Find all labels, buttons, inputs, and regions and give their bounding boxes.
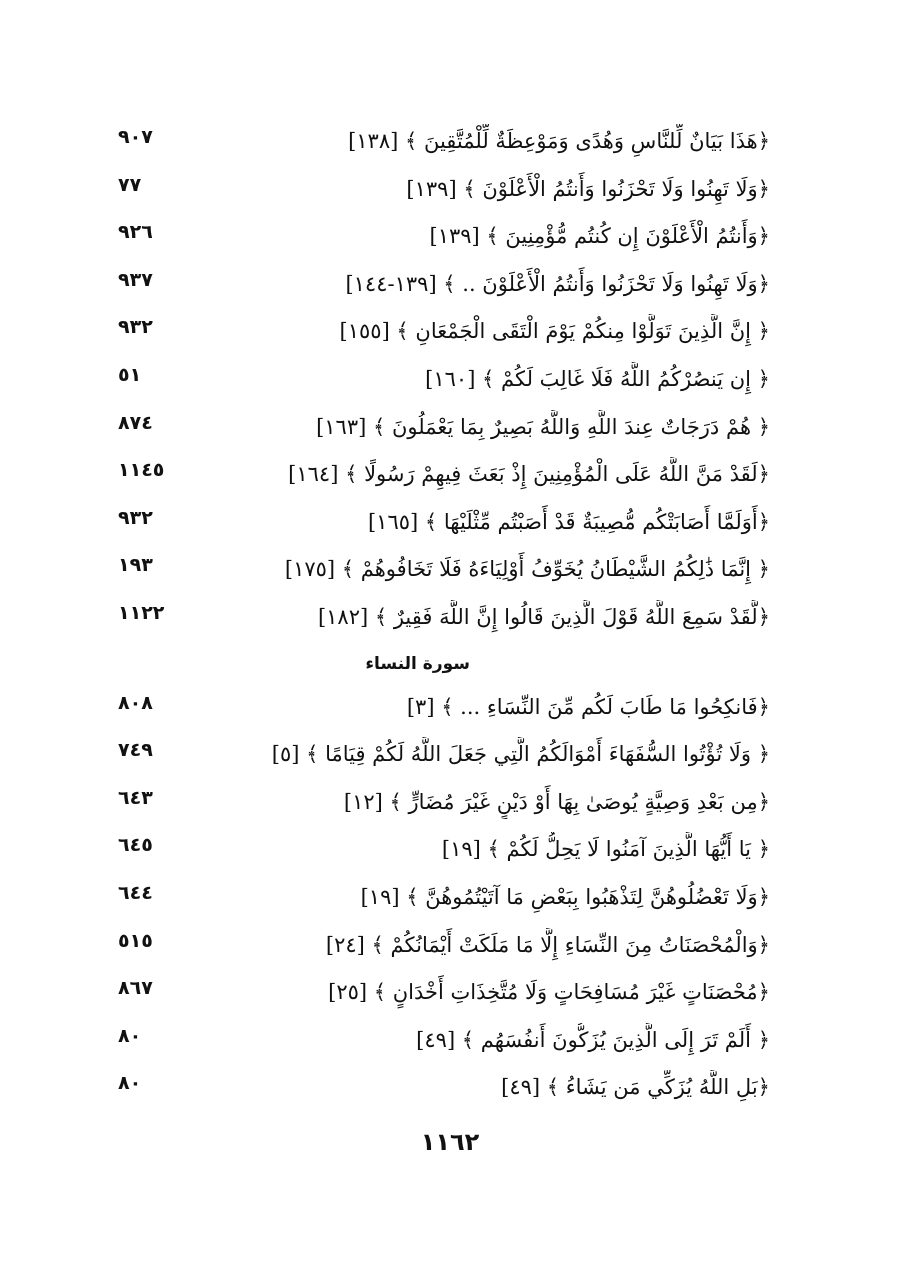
page-reference: ٨٠٨ [118,691,153,714]
page-reference: ٨٠ [118,1024,142,1047]
verse-text: ﴿لَقَدْ مَنَّ اللَّهُ عَلَى الْمُؤْمِنِينَ إِذْ بَعَثَ فِيهِمْ رَسُولًا ﴾ [١٦٤] [288,462,770,487]
surah-heading-row [0,644,900,686]
index-entry [0,120,900,168]
page-reference: ٩٣٢ [118,506,153,529]
verse-text: ﴿أَوَلَمَّا أَصَابَتْكُم مُّصِيبَةٌ قَدْ أَصَبْتُم مِّثْلَيْهَا ﴾ [١٦٥] [367,509,770,534]
verse-index [0,120,900,1114]
verse-text: ﴿وَأَنتُمُ الْأَعْلَوْنَ إِن كُنتُم مُّؤْمِنِينَ ﴾ [١٣٩] [429,224,770,249]
index-entry [0,406,900,454]
page-reference: ٨٧٤ [118,411,153,434]
page-reference: ٨٠ [118,1072,142,1095]
index-entry [0,501,900,549]
verse-text: ﴿ يَا أَيُّهَا الَّذِينَ آمَنُوا لَا يَحِلُّ لَكُمْ ﴾ [١٩] [441,837,770,862]
page-reference: ٨٦٧ [118,977,153,1000]
index-entry [0,781,900,829]
verse-text: ﴿مِن بَعْدِ وَصِيَّةٍ يُوصَىٰ بِهَا أَوْ دَيْنٍ غَيْرَ مُضَارٍّ ﴾ [١٢] [343,789,770,814]
index-entry [0,453,900,501]
page-reference: ٩٠٧ [118,126,153,148]
surah-title: سورة النساء [365,653,470,674]
page-reference: ١١٢٢ [118,601,165,624]
page-reference: ٧٧ [118,173,142,196]
verse-text: ﴿وَلَا تَعْضُلُوهُنَّ لِتَذْهَبُوا بِبَعْضِ مَا آتَيْتُمُوهُنَّ ﴾ [١٩] [360,884,770,909]
index-entry [0,733,900,781]
verse-text: ﴿ وَلَا تُؤْتُوا السُّفَهَاءَ أَمْوَالَكُمُ الَّتِي جَعَلَ اللَّهُ لَكُمْ قِيَامًا ﴾ [٥] [271,742,770,767]
verse-text: ﴿وَالْمُحْصَنَاتُ مِنَ النِّسَاءِ إِلَّا مَا مَلَكَتْ أَيْمَانُكُمْ ﴾ [٢٤] [325,932,770,957]
index-entry [0,876,900,924]
verse-text: ﴿ إِنَّ الَّذِينَ تَوَلَّوْا مِنكُمْ يَوْمَ الْتَقَى الْجَمْعَانِ ﴾ [١٥٥] [339,319,770,344]
index-entry [0,1019,900,1067]
verse-text: ﴿ إِنَّمَا ذَٰلِكُمُ الشَّيْطَانُ يُخَوِّفُ أَوْلِيَاءَهُ فَلَا تَخَافُوهُمْ ﴾ [١٧٥] [284,557,770,582]
page-reference: ٥١ [118,363,142,386]
index-entry [0,828,900,876]
index-entry [0,310,900,358]
index-entry [0,924,900,972]
index-entry [0,263,900,311]
page-reference: ٩٢٦ [118,221,153,244]
page-reference: ٥١٥ [118,929,153,952]
page-reference: ٩٣٢ [118,316,153,339]
index-entry [0,168,900,216]
verse-text: ﴿وَلَا تَهِنُوا وَلَا تَحْزَنُوا وَأَنتُمُ الْأَعْلَوْنَ ﴾ [١٣٩] [406,176,770,201]
index-entry [0,358,900,406]
page-reference: ١٩٣ [118,554,153,577]
page-number: ١١٦٢ [420,1128,480,1156]
verse-text: ﴿ إِن يَنصُرْكُمُ اللَّهُ فَلَا غَالِبَ لَكُمْ ﴾ [١٦٠] [425,366,770,391]
index-entry [0,596,900,644]
index-entry [0,971,900,1019]
index-entry [0,215,900,263]
page-reference: ١١٤٥ [118,459,165,482]
verse-text: ﴿فَانكِحُوا مَا طَابَ لَكُم مِّنَ النِّسَاءِ ... ﴾ [٣] [406,694,770,719]
verse-text: ﴿ أَلَمْ تَرَ إِلَى الَّذِينَ يُزَكُّونَ أَنفُسَهُم ﴾ [٤٩] [416,1027,770,1052]
index-entry [0,1066,900,1114]
page-reference: ٧٤٩ [118,739,153,762]
index-entry [0,686,900,734]
verse-text: ﴿هَذَا بَيَانٌ لِّلنَّاسِ وَهُدًى وَمَوْعِظَةٌ لِّلْمُتَّقِينَ ﴾ [١٣٨] [348,129,770,153]
page-reference: ٦٤٣ [118,786,153,809]
verse-text: ﴿مُحْصَنَاتٍ غَيْرَ مُسَافِحَاتٍ وَلَا مُتَّخِذَاتِ أَخْدَانٍ ﴾ [٢٥] [328,980,770,1005]
verse-text: ﴿ هُمْ دَرَجَاتٌ عِندَ اللَّهِ وَاللَّهُ بَصِيرٌ بِمَا يَعْمَلُونَ ﴾ [١٦٣] [316,414,770,439]
page-reference: ٦٤٤ [118,881,153,904]
verse-text: ﴿وَلَا تَهِنُوا وَلَا تَحْزَنُوا وَأَنتُمُ الْأَعْلَوْنَ .. ﴾ [١٣٩-١٤٤] [345,271,770,296]
page-reference: ٩٣٧ [118,268,153,291]
verse-text: ﴿لَّقَدْ سَمِعَ اللَّهُ قَوْلَ الَّذِينَ قَالُوا إِنَّ اللَّهَ فَقِيرٌ ﴾ [١٨٢] [317,604,770,629]
verse-text: ﴿بَلِ اللَّهُ يُزَكِّي مَن يَشَاءُ ﴾ [٤٩] [501,1075,770,1100]
index-entry [0,548,900,596]
page-reference: ٦٤٥ [118,834,153,857]
